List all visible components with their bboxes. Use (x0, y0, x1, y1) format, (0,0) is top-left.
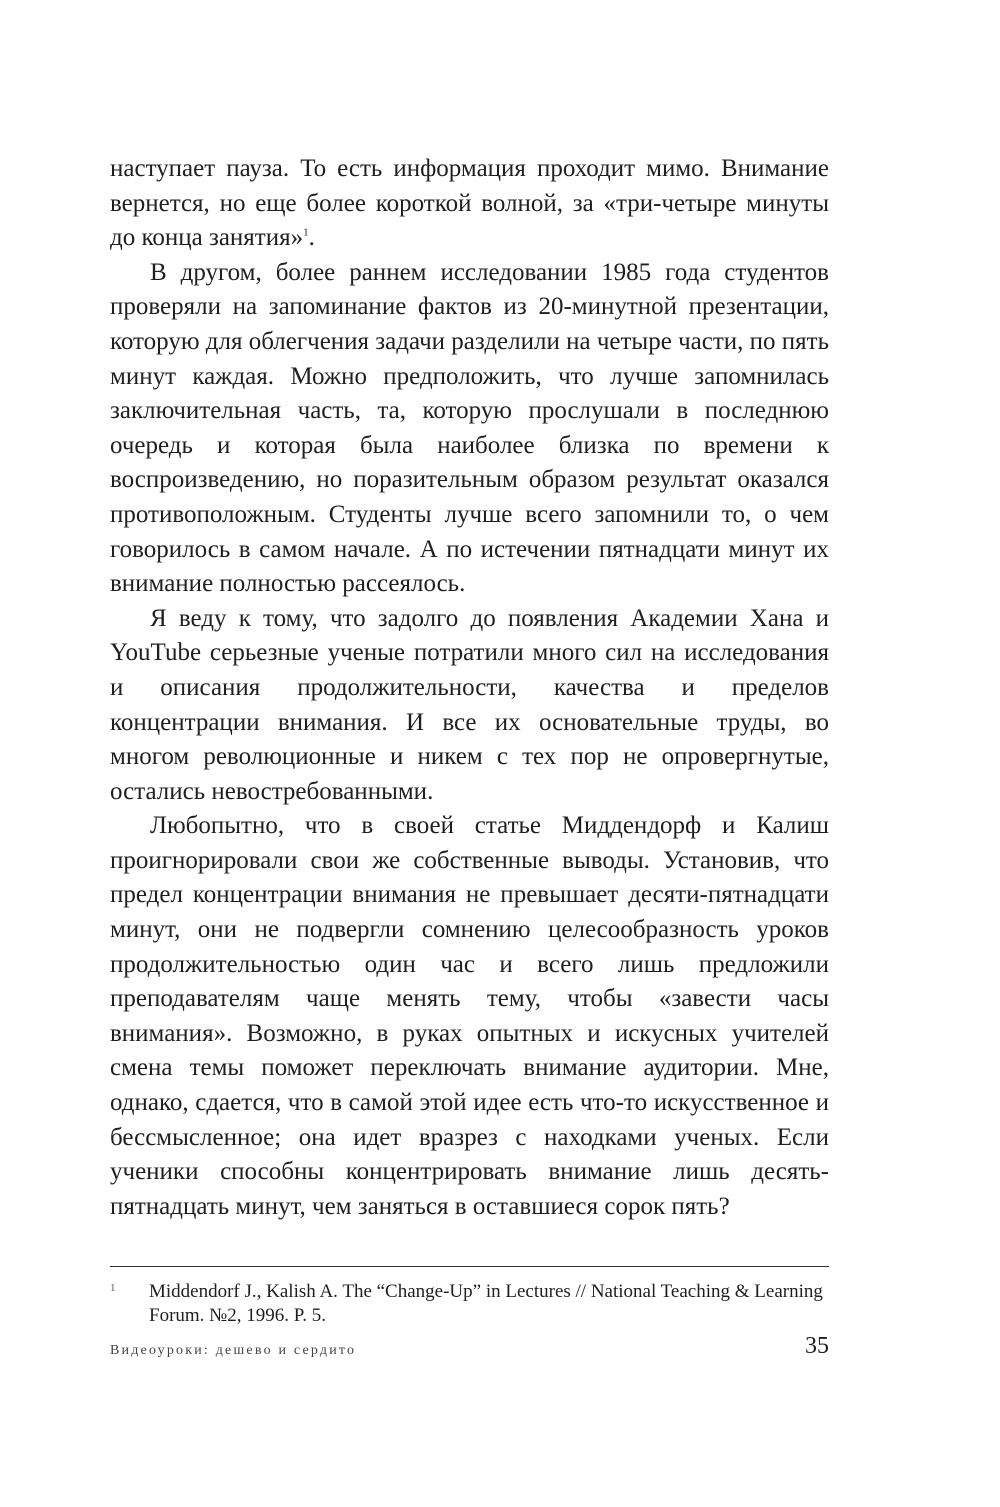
footnote-divider (110, 1266, 829, 1267)
footnote-mark: 1 (110, 1282, 116, 1294)
footnote-reference[interactable]: 1 (303, 226, 309, 239)
footnote (110, 1280, 829, 1328)
paragraph-1-text: наступает пауза. То есть информация проходит мимо. Внимание вернется, но еще более короткой волной, за «три-четыре минуты до конца занятия» (110, 155, 829, 252)
page-body (110, 152, 829, 1224)
paragraph-2: В другом, более раннем исследовании 1985 года студентов проверяли на запоминание фактов из 20-минутной презентации, которую для облегчения задачи разделили на четыре части, по пять минут каждая. Можно предположить, что лучше запомнилась заключительная часть, та, которую прослушали в последнюю очередь и которая была наиболее близка по времени к воспроизведению, но поразительным образом результат оказался противоположным. Студенты лучше всего запомнили то, о чем говорилось в самом начале. А по истечении пятнадцати минут их внимание полностью рассеялось. (110, 258, 829, 598)
running-title: Видеоуроки: дешево и сердито (110, 1343, 357, 1358)
page-number: 35 (805, 1333, 829, 1359)
paragraph-3: Я веду к тому, что задолго до появления Академии Хана и YouTube серьезные ученые потратили много сил на исследования и описания продолжительности, качества и пределов концентрации внимания. И все их основательные труды, во многом революционные и никем с тех пор не опровергнутые, остались невостребованными. (110, 604, 829, 805)
paragraph-4: Любопытно, что в своей статье Миддендорф и Калиш проигнорировали свои же собственные выводы. Установив, что предел концентрации внимания не превышает десяти-пятнадцати минут, они не подвергли сомнению целесообразность уроков продолжительностью один час и всего лишь предложили преподавателям чаще менять тему, чтобы «завести часы внимания». Возможно, в руках опытных и искусных учителей смена темы поможет переключать внимание аудитории. Мне, однако, сдается, что в самой этой идее есть что-то искусственное и бессмысленное; она идет вразрез с находками ученых. Если ученики способны концентрировать внимание лишь десять-пятнадцать минут, чем заняться в оставшиеся сорок пять? (110, 812, 829, 1220)
paragraph-1: наступает пауза. То есть информация проходит мимо. Внимание вернется, но еще более короткой волной, за «три-четыре минуты до конца занятия»$^1$. (110, 155, 829, 252)
footnote-text: Middendorf J., Kalish A. The “Change-Up” in Lectures // National Teaching & Learning Forum. №2, 1996. P. 5. (149, 1281, 823, 1326)
